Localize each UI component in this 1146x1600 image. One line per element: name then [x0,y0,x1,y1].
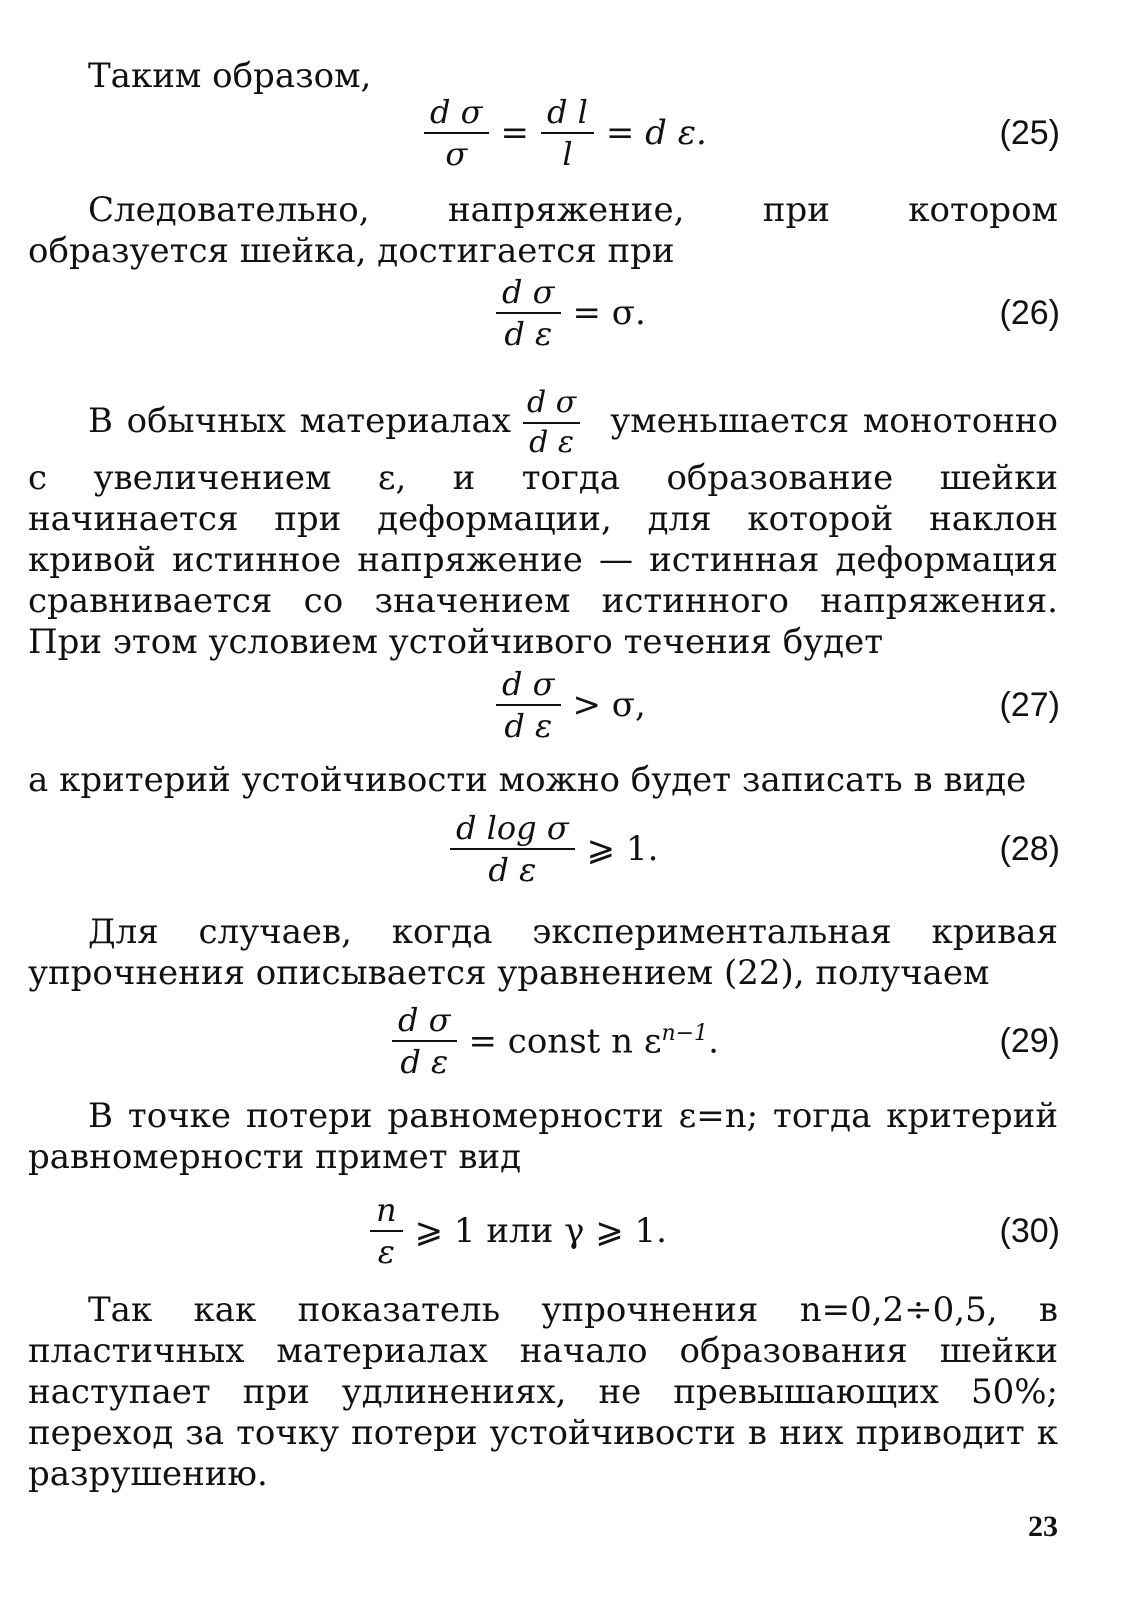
page-number: 23 [1028,1510,1058,1543]
fraction: $\frac{\text{d σ}}{\text{d ε}}$ [496,668,561,742]
equation-number: (26) [999,294,1060,332]
paragraph-materials: В обычных материалах $\frac{\text{d σ}}{\text{d ε}}$ уменьшается монотонно с увеличением ε, и тогда образование шейки начинается при деформации, для которой наклон кривой истинное напряжение — истинная деформация сравнивается со значением истинного напряжения. При этом условием устойчивого течения будет [28,385,1058,662]
fraction: $\frac{\text{d σ}}{\text{d ε}}$ [392,1004,457,1078]
equation-30: $\frac{n}{\varepsilon}$ ⩾ 1 или γ ⩾ 1. (30) [0,1194,1146,1274]
equation-number: (27) [999,686,1060,724]
equation-number: (30) [999,1212,1060,1250]
equation-25: $\frac{\text{d σ}}{\sigma}$ = $\frac{\text{d l}}{l}$ = d ε. (25) [0,96,1146,176]
paragraph-hardening-curve: Для случаев, когда экспериментальная кривая упрочнения описывается уравнением (22), получаем [28,912,1058,993]
equation-27: $\frac{\text{d σ}}{\text{d ε}}$ > σ, (27) [0,668,1146,748]
fraction: $\frac{\text{d σ}}{\text{d ε}}$ [496,276,561,350]
fraction: $\frac{n}{\varepsilon}$ [370,1194,403,1268]
paragraph-conclusion: Так как показатель упрочнения n=0,2÷0,5, в пластичных материалах начало образования шейки наступает при удлинениях, не превышающих 50%; переход за точку потери устойчивости в них приводит к разрушению. [28,1290,1058,1494]
paragraph-uniformity: В точке потери равномерности ε=n; тогда критерий равномерности примет вид [28,1096,1058,1177]
paragraph-intro: Таким образом, [88,56,372,96]
inline-fraction: $\frac{\text{d σ}}{\text{d ε}}$ [523,388,580,458]
fraction: $\frac{\text{d l}}{l}$ [541,96,594,170]
equation-number: (28) [999,830,1060,868]
paragraph-neck-stress: Следовательно, напряжение, при котором образуется шейка, достигается при [28,190,1058,271]
fraction: $\frac{\text{d log σ}}{\text{d ε}}$ [450,812,575,886]
equation-26: $\frac{\text{d σ}}{\text{d ε}}$ = σ. (26) [0,276,1146,356]
equation-number: (25) [999,114,1060,152]
equation-number: (29) [999,1022,1060,1060]
equation-29: $\frac{\text{d σ}}{\text{d ε}}$ = const n $\varepsilon^{n-1}$. (29) [0,1004,1146,1084]
fraction: $\frac{\text{d σ}}{\sigma}$ [424,96,489,170]
equation-28: $\frac{\text{d log σ}}{\text{d ε}}$ ⩾ 1. (28) [0,812,1146,892]
paragraph-criterion: а критерий устойчивости можно будет записать в виде [28,760,1027,800]
